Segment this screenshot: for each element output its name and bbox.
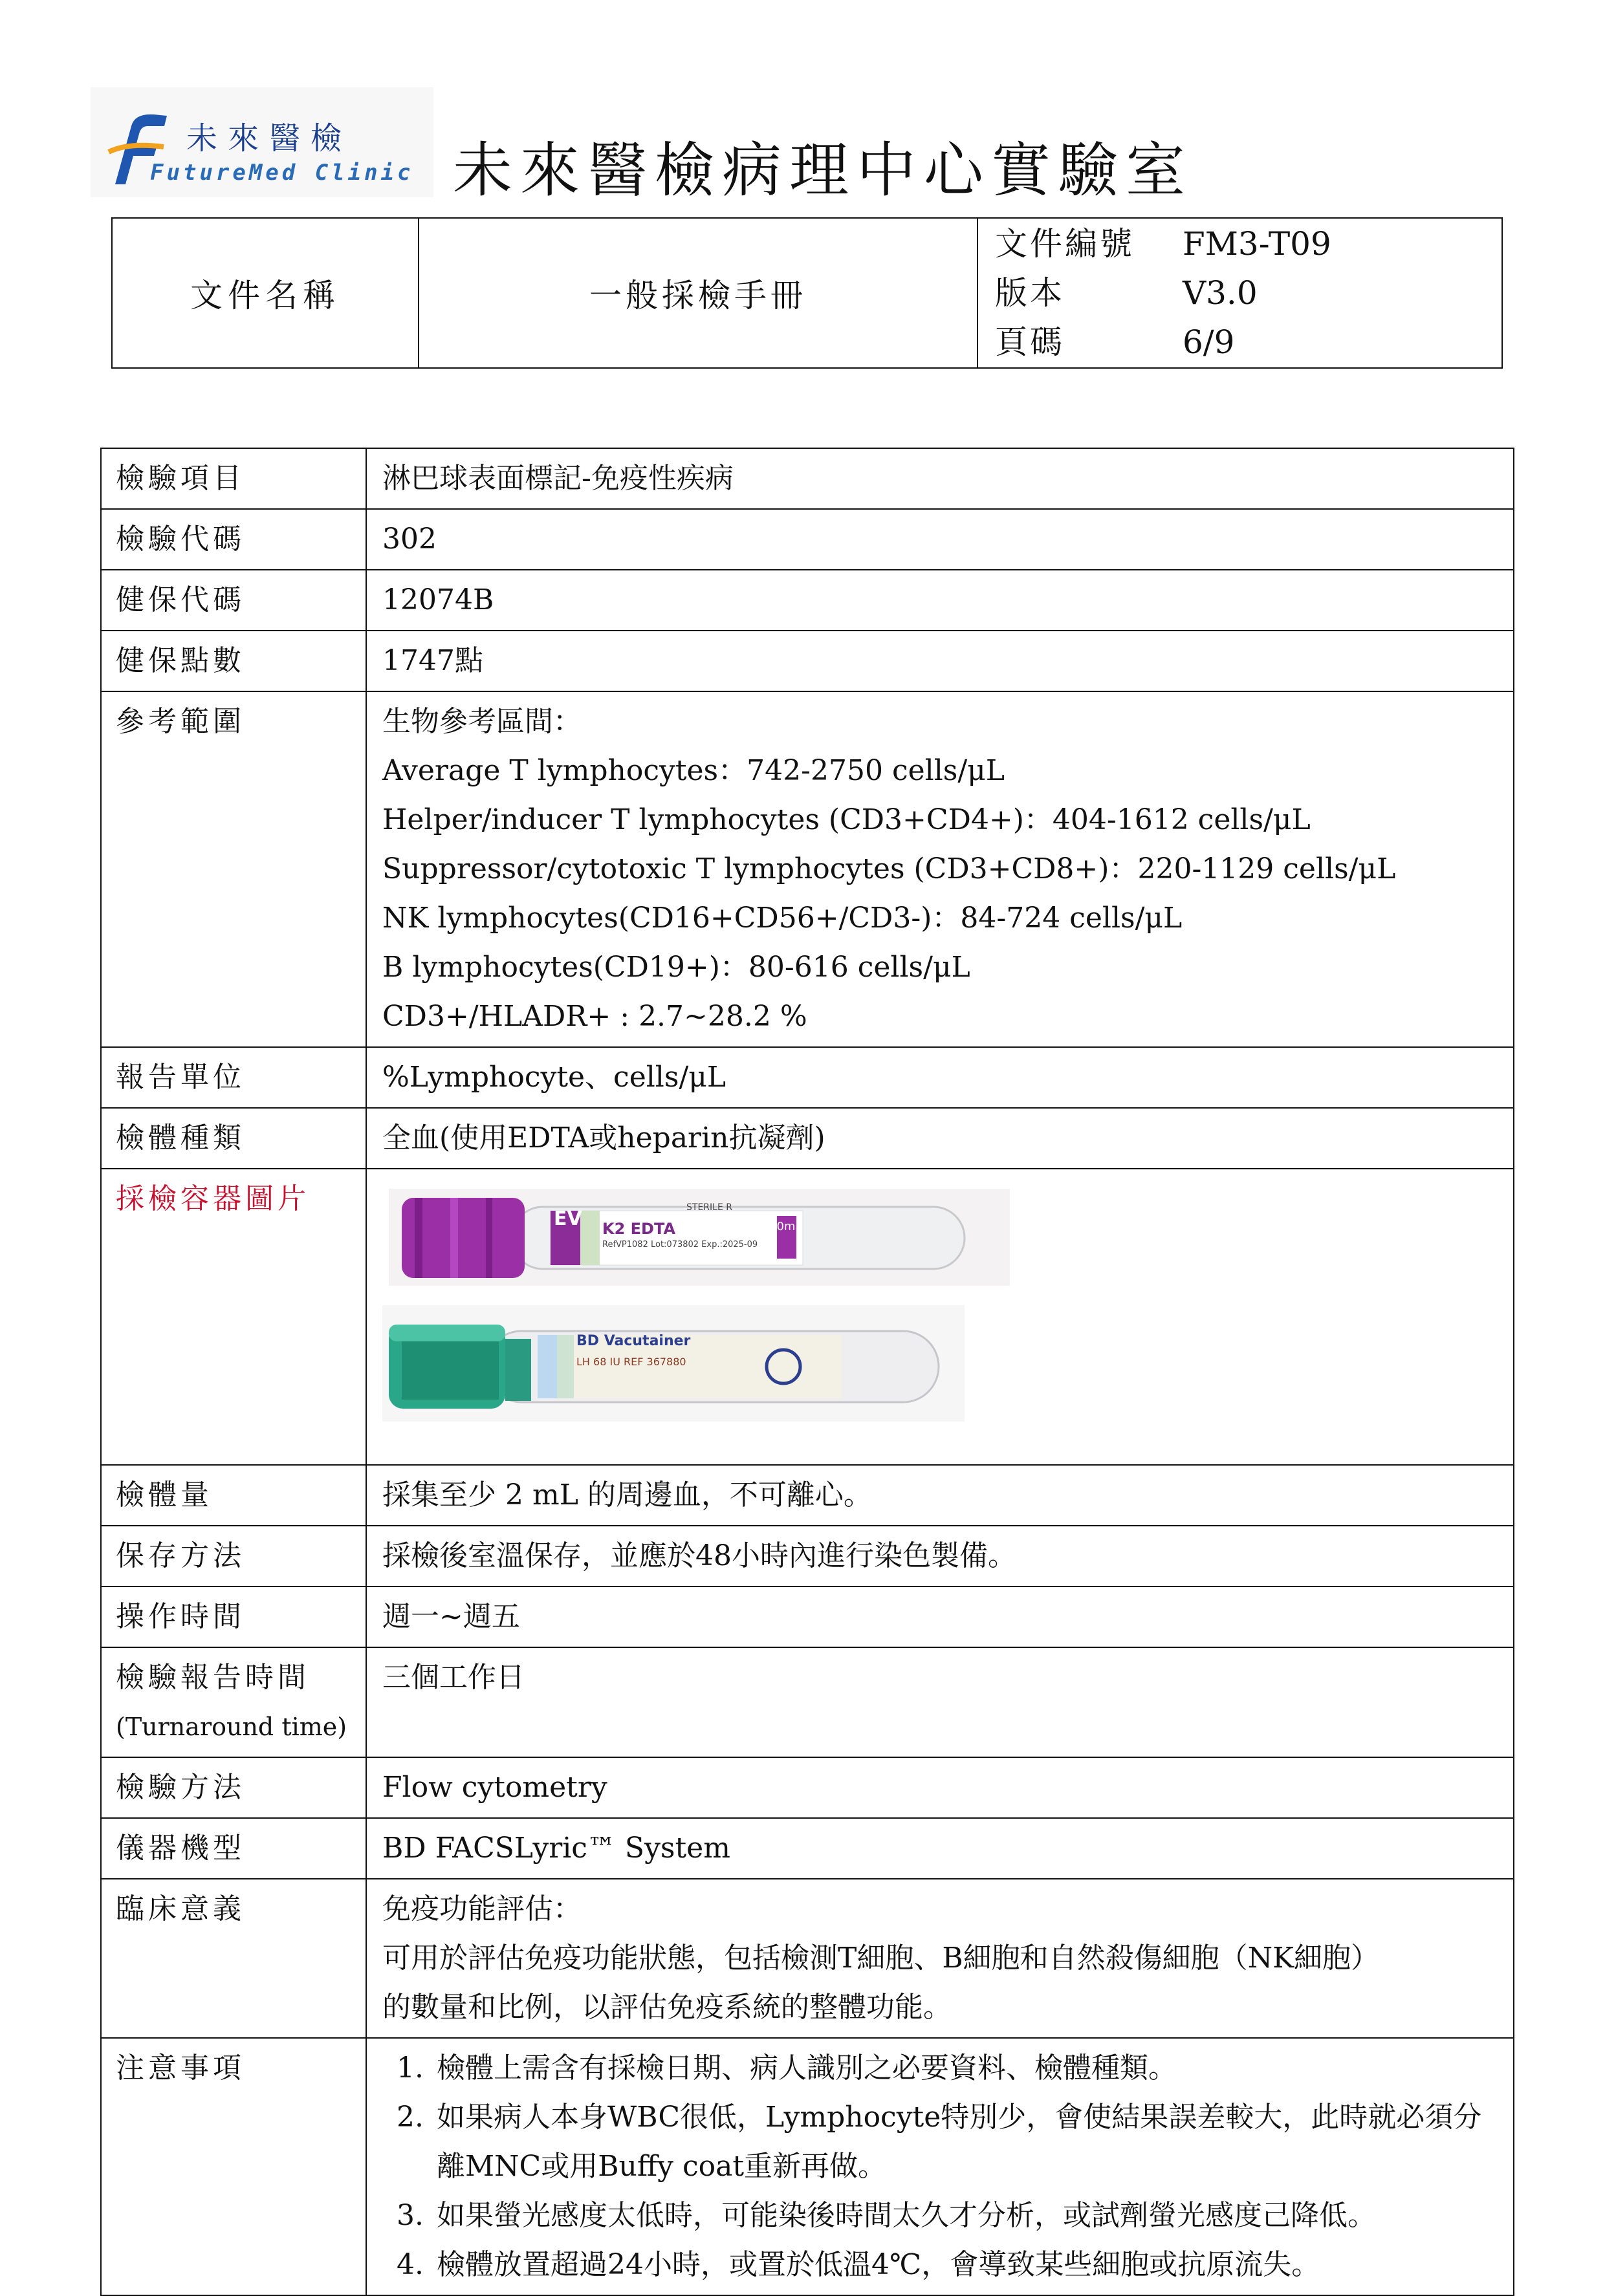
clinical-value [366, 1879, 1514, 2038]
storage-value: 採檢後室溫保存，並應於48小時內進行染色製備。 [366, 1526, 1514, 1587]
tat-label-text: 檢驗報告時間 [116, 1661, 310, 1694]
page-number: 6/9 [1183, 323, 1235, 361]
method-label: 檢驗方法 [101, 1757, 366, 1818]
notes-label: 注意事項 [101, 2038, 366, 2295]
table-row [101, 1647, 1514, 1757]
table-row [101, 691, 1514, 1047]
item-label: 檢驗項目 [101, 448, 366, 509]
reference-line: NK lymphocytes(CD16+CD56+/CD3-)：84-724 cells/μL [382, 902, 1183, 935]
container-label: 採檢容器圖片 [101, 1169, 366, 1465]
nhi-code-label: 健保代碼 [101, 570, 366, 631]
clinical-line: 的數量和比例，以評估免疫系統的整體功能。 [382, 1991, 952, 2024]
version-label: 版本 [995, 274, 1065, 312]
note-item: 1. 檢體上需含有採檢日期、病人識別之必要資料、檢體種類。 [433, 2044, 1499, 2093]
reference-line: Average T lymphocytes：742-2750 cells/μL [382, 754, 1005, 787]
note-item: 4. 檢體放置超過24小時，或置於低溫4℃，會導致某些細胞或抗原流失。 [433, 2240, 1499, 2290]
logo-english-text: FutureMed Clinic [150, 160, 414, 186]
table-row [101, 1818, 1514, 1879]
table-row [101, 509, 1514, 570]
page-title: 未來醫檢病理中心實驗室 [453, 136, 1194, 205]
reference-line: 生物參考區間： [382, 705, 582, 738]
specimen-type-value: 全血(使用EDTA或heparin抗凝劑) [366, 1108, 1514, 1169]
reference-line: Helper/inducer T lymphocytes (CD3+CD4+)：404-1612 cells/μL [382, 803, 1311, 836]
clinical-label: 臨床意義 [101, 1879, 366, 2038]
volume-value: 採集至少 2 mL 的周邊血，不可離心。 [366, 1465, 1514, 1526]
table-row [101, 1587, 1514, 1647]
table-row [101, 570, 1514, 631]
reference-line: Suppressor/cytotoxic T lymphocytes (CD3+CD8+)：220-1129 cells/μL [382, 852, 1396, 885]
page-label: 頁碼 [995, 323, 1065, 361]
tat-label-sub: (Turnaround time) [116, 1713, 347, 1741]
edta-tube-brand-text: EV [554, 1208, 582, 1230]
reference-line: B lymphocytes(CD19+)：80-616 cells/μL [382, 951, 970, 984]
table-row [101, 1879, 1514, 2038]
version: V3.0 [1183, 274, 1258, 312]
method-value: Flow cytometry [366, 1757, 1514, 1818]
instrument-value: BD FACSLyric™ System [366, 1818, 1514, 1879]
code-label: 檢驗代碼 [101, 509, 366, 570]
table-row [101, 1047, 1514, 1108]
table-row [101, 2038, 1514, 2295]
heparin-tube-label-text: BD Vacutainer [576, 1333, 691, 1349]
unit-label: 報告單位 [101, 1047, 366, 1108]
table-row [101, 1526, 1514, 1587]
note-item: 2. 如果病人本身WBC很低，Lymphocyte特別少，會使結果誤差較大，此時就必須分離MNC或用Buffy coat重新再做。 [433, 2093, 1499, 2191]
container-images [366, 1169, 1514, 1465]
operation-value: 週一~週五 [366, 1587, 1514, 1647]
test-spec-table [100, 448, 1514, 2296]
edta-tube-sterile-text: STERILE R [686, 1202, 732, 1213]
nhi-points-label: 健保點數 [101, 631, 366, 691]
code-value: 302 [366, 509, 1514, 570]
doc-name: 一般採檢手冊 [419, 218, 977, 368]
note-item: 3. 如果螢光感度太低時，可能染後時間太久才分析，或試劑螢光感度己降低。 [433, 2191, 1499, 2240]
tat-label [101, 1647, 366, 1757]
reference-value [366, 691, 1514, 1047]
reference-line: CD3+/HLADR+ : 2.7~28.2 % [382, 1000, 807, 1033]
table-row [101, 1169, 1514, 1465]
table-row [101, 1757, 1514, 1818]
logo [91, 87, 433, 197]
item-value: 淋巴球表面標記-免疫性疾病 [366, 448, 1514, 509]
doc-meta [977, 218, 1502, 368]
logo-chinese-text: 未來醫檢 [186, 120, 353, 157]
nhi-points-value: 1747點 [366, 631, 1514, 691]
table-row [101, 1108, 1514, 1169]
volume-label: 檢體量 [101, 1465, 366, 1526]
heparin-tube-small-text: LH 68 IU REF 367880 [576, 1356, 686, 1368]
table-row [101, 631, 1514, 691]
specimen-type-label: 檢體種類 [101, 1108, 366, 1169]
storage-label: 保存方法 [101, 1526, 366, 1587]
notes-list [382, 2044, 1499, 2290]
clinical-line: 免疫功能評估： [382, 1892, 582, 1925]
doc-name-label: 文件名稱 [112, 218, 419, 368]
operation-label: 操作時間 [101, 1587, 366, 1647]
clinical-line: 可用於評估免疫功能狀態，包括檢測T細胞、B細胞和自然殺傷細胞（NK細胞） [382, 1942, 1380, 1975]
notes-value [366, 2038, 1514, 2295]
edta-tube-label-text: K2 EDTA [602, 1220, 676, 1238]
edta-tube-small-text: RefVP1082 Lot:073802 Exp.:2025-09 [602, 1240, 758, 1250]
doc-no: FM3-T09 [1183, 225, 1331, 263]
table-row [101, 1465, 1514, 1526]
unit-value: %Lymphocyte、cells/μL [366, 1047, 1514, 1108]
table-row [101, 448, 1514, 509]
tat-value: 三個工作日 [366, 1647, 1514, 1757]
nhi-code-value: 12074B [366, 570, 1514, 631]
edta-tube-volume-text: 10ml [769, 1220, 799, 1233]
instrument-label: 儀器機型 [101, 1818, 366, 1879]
reference-label: 參考範圍 [101, 691, 366, 1047]
doc-no-label: 文件編號 [995, 225, 1135, 263]
document-header-table [111, 217, 1503, 369]
